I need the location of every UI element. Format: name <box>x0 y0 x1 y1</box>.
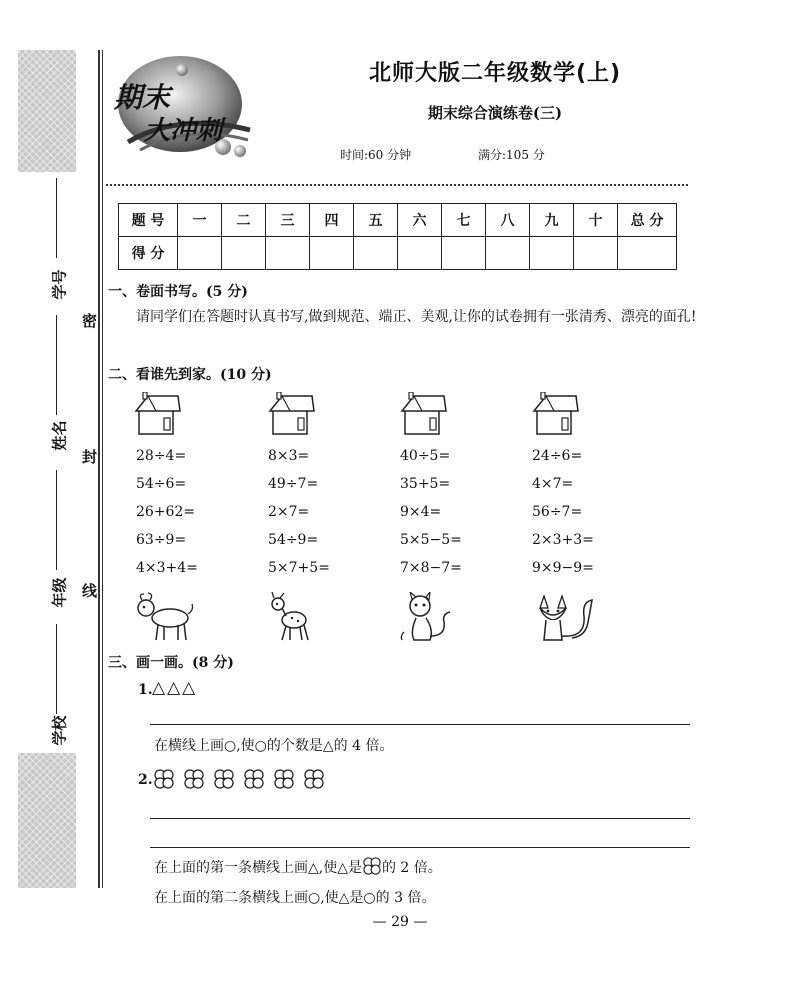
school-label: 学校 <box>50 715 69 746</box>
q2-answer-line-2[interactable] <box>150 847 690 848</box>
flower-icon <box>275 770 293 788</box>
header-dotted-divider <box>106 184 688 186</box>
equation: 54÷9= <box>268 532 319 548</box>
score-table-score-row <box>119 237 677 270</box>
house-icon <box>400 392 448 436</box>
school-line <box>56 624 57 714</box>
score-header-cell: 五 <box>354 204 398 237</box>
house-icon <box>268 392 316 436</box>
fox-icon <box>532 592 596 642</box>
grade-line <box>56 470 57 570</box>
score-cell[interactable] <box>222 237 266 270</box>
score-header-cell: 二 <box>222 204 266 237</box>
q2-flower-symbols <box>152 767 332 789</box>
binding-pattern-bottom <box>18 753 76 888</box>
seal-char-xian: 线 <box>82 582 98 600</box>
score-cell[interactable] <box>486 237 530 270</box>
flower-icon <box>185 770 203 788</box>
flower-icon <box>155 770 173 788</box>
logo-text-line1: 期末 <box>114 81 171 114</box>
grade-label: 年级 <box>50 577 69 608</box>
score-cell[interactable] <box>530 237 574 270</box>
binding-pattern-top <box>18 50 76 172</box>
page-number: — 29 — <box>372 914 428 930</box>
equation: 5×7+5= <box>268 560 330 576</box>
score-cell[interactable] <box>178 237 222 270</box>
seal-char-mi: 密 <box>82 312 98 330</box>
goat-icon <box>132 592 196 642</box>
logo <box>110 52 260 160</box>
score-header-cell: 总 分 <box>618 204 677 237</box>
equation: 26+62= <box>136 504 196 520</box>
equation: 4×7= <box>532 476 574 492</box>
seal-char-feng: 封 <box>82 448 98 466</box>
equation: 40÷5= <box>400 448 451 464</box>
name-label: 姓名 <box>50 420 69 451</box>
section1-text: 请同学们在答题时认真书写,做到规范、端正、美观,让你的试卷拥有一张清秀、漂亮的面孔! <box>136 309 697 325</box>
equation: 54÷6= <box>136 476 187 492</box>
section2-title: 二、看谁先到家。(10 分) <box>108 367 272 383</box>
score-table <box>118 203 677 270</box>
score-cell[interactable] <box>442 237 486 270</box>
score-header-cell: 三 <box>266 204 310 237</box>
page-subtitle: 期末综合演练卷(三) <box>427 104 563 122</box>
equation: 7×8−7= <box>400 560 462 576</box>
equation: 56÷7= <box>532 504 583 520</box>
score-cell[interactable] <box>618 237 677 270</box>
flower-icon <box>215 770 233 788</box>
binding-divider-inner <box>102 50 103 888</box>
q2-number: 2. <box>138 772 153 788</box>
equation: 4×3+4= <box>136 560 198 576</box>
binding-divider <box>98 50 100 888</box>
flower-icon <box>362 857 382 875</box>
equation: 5×5−5= <box>400 532 462 548</box>
score-header-cell: 八 <box>486 204 530 237</box>
name-line <box>56 315 57 415</box>
equation: 63÷9= <box>136 532 187 548</box>
logo-text-line2: 大冲刺 <box>144 116 223 146</box>
q2-instruction-1-part-b: 的 2 倍。 <box>381 860 442 876</box>
flower-icon <box>305 770 323 788</box>
score-cell[interactable] <box>266 237 310 270</box>
exam-time: 时间:60 分钟 <box>340 148 412 162</box>
house-icon <box>134 392 182 436</box>
score-row-label: 得 分 <box>119 237 178 270</box>
section1-title: 一、卷面书写。(5 分) <box>108 284 248 300</box>
q2-instruction-1-part-a: 在上面的第一条横线上画△,使△是 <box>154 860 362 876</box>
exam-full-score: 满分:105 分 <box>478 148 545 162</box>
equation: 35+5= <box>400 476 451 492</box>
score-header-cell: 一 <box>178 204 222 237</box>
equation: 49÷7= <box>268 476 319 492</box>
q1-triangles: △△△ <box>152 678 198 698</box>
q2-answer-line-1[interactable] <box>150 818 690 819</box>
cat-icon <box>396 592 460 642</box>
score-table-header-row <box>119 204 677 237</box>
flower-icon <box>245 770 263 788</box>
equation: 9×9−9= <box>532 560 594 576</box>
q1-number: 1. <box>138 682 153 698</box>
section3-title: 三、画一画。(8 分) <box>108 655 234 671</box>
student-id-label: 学号 <box>50 269 69 300</box>
page-title: 北师大版二年级数学(上) <box>368 61 622 86</box>
score-header-cell: 四 <box>310 204 354 237</box>
score-cell[interactable] <box>310 237 354 270</box>
score-header-cell: 十 <box>574 204 618 237</box>
score-cell[interactable] <box>398 237 442 270</box>
score-header-cell: 七 <box>442 204 486 237</box>
equation: 2×7= <box>268 504 310 520</box>
q1-instruction: 在横线上画○,使○的个数是△的 4 倍。 <box>154 738 394 754</box>
equation: 9×4= <box>400 504 442 520</box>
equation: 24÷6= <box>532 448 583 464</box>
equation: 8×3= <box>268 448 310 464</box>
q2-instruction-2: 在上面的第二条横线上画○,使△是○的 3 倍。 <box>154 890 436 906</box>
score-cell[interactable] <box>574 237 618 270</box>
score-header-cell: 六 <box>398 204 442 237</box>
score-header-cell: 题 号 <box>119 204 178 237</box>
deer-icon <box>264 592 328 642</box>
equation: 2×3+3= <box>532 532 594 548</box>
q2-instruction-1 <box>154 857 442 877</box>
equation: 28÷4= <box>136 448 187 464</box>
score-cell[interactable] <box>354 237 398 270</box>
house-icon <box>532 392 580 436</box>
score-header-cell: 九 <box>530 204 574 237</box>
q1-answer-line[interactable] <box>150 724 690 725</box>
student-id-line <box>56 178 57 258</box>
